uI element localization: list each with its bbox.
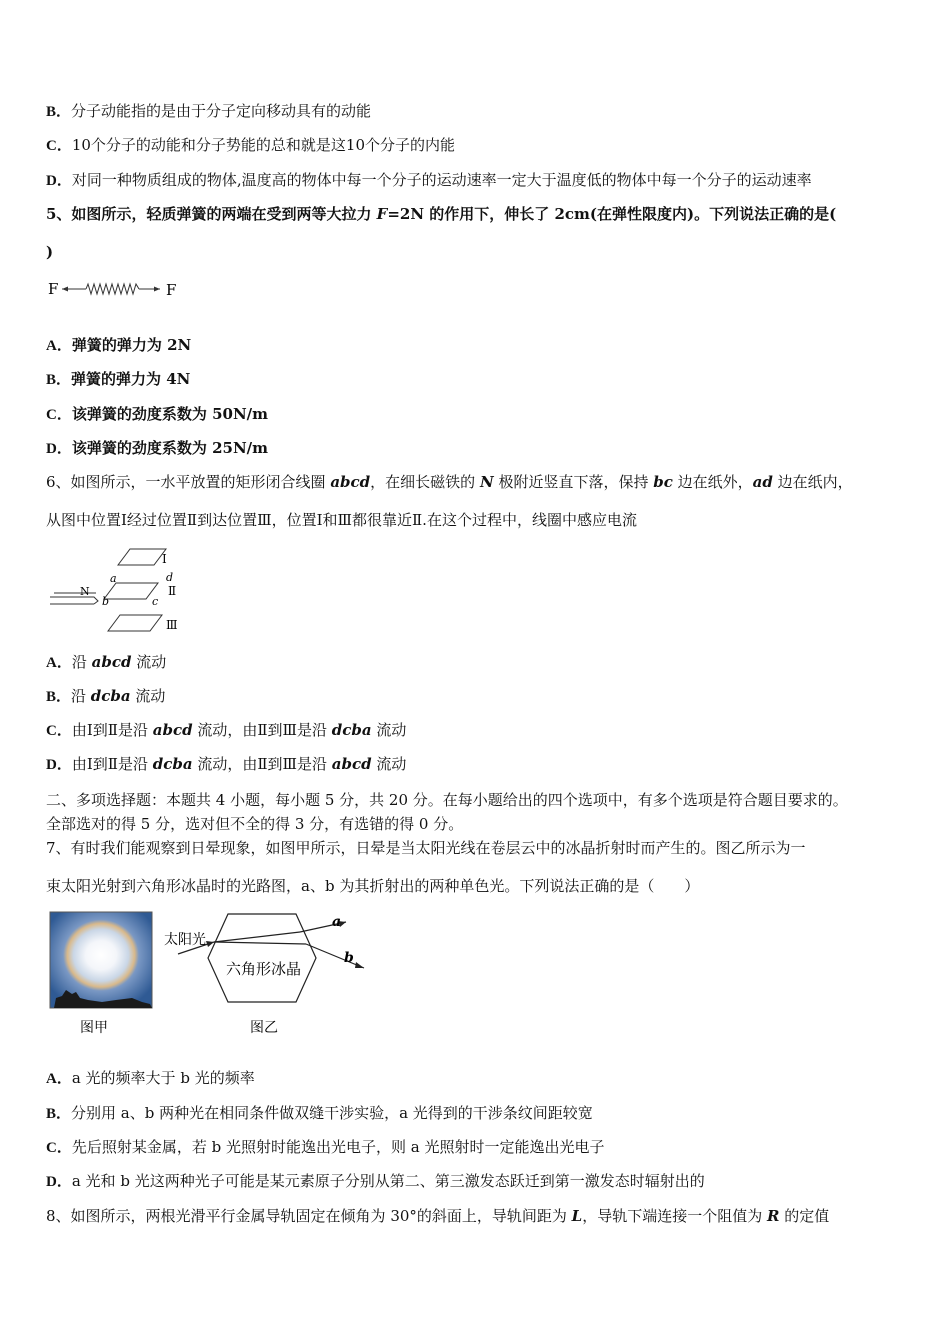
- spring-coil: [86, 284, 139, 294]
- q6-option-a: [46, 652, 166, 673]
- option-text: 先后照射某金属，若 b 光照射时能逸出光电子，则 a 光照射时一定能逸出光电子: [71, 1138, 605, 1156]
- section-2-heading-line2: 全部选对的得 5 分，选对但不全的得 3 分，有选错的得 0 分。: [46, 815, 464, 833]
- sun-halo-figure: [46, 910, 376, 1040]
- q5-option-b: [46, 369, 190, 390]
- q8-resistance-symbol: R: [767, 1207, 780, 1225]
- q6-stem-part: 边在纸外，: [672, 473, 753, 491]
- option-text: 沿: [71, 687, 91, 705]
- coil-position-1: [118, 549, 166, 565]
- corner-d-label: d: [166, 571, 174, 584]
- magnet-pole-label: N: [80, 585, 90, 598]
- option-direction: dcba: [90, 687, 131, 705]
- q6-stem-part: 边在纸内，: [772, 473, 853, 491]
- option-direction: abcd: [331, 755, 372, 773]
- q5-stem-part: 5、如图所示，轻质弹簧的两端在受到两等大拉力: [46, 205, 377, 223]
- spring-left-force-label: F: [48, 280, 59, 298]
- option-text: 对同一种物质组成的物体,温度高的物体中每一个分子的运动速率一定大于温度低的物体中每一个分子的运动速率: [71, 171, 812, 189]
- option-label: C．: [46, 138, 72, 154]
- q8-stem-part: ，导轨下端连接一个阻值为: [582, 1207, 767, 1225]
- option-direction: dcba: [152, 755, 193, 773]
- option-label: B．: [46, 104, 72, 120]
- q6-stem-part: ，在细长磁铁的: [370, 473, 480, 491]
- coil-position-2: [104, 583, 158, 599]
- q6-stem-line2: 从图中位置Ⅰ经过位置Ⅱ到达位置Ⅲ，位置Ⅰ和Ⅲ都很靠近Ⅱ.在这个过程中，线圈中感应电流: [46, 511, 637, 529]
- option-direction: abcd: [152, 721, 193, 739]
- q7-option-a: [46, 1068, 255, 1089]
- option-text: 弹簧的弹力为 2N: [71, 336, 192, 354]
- internal-ray-a: [214, 932, 300, 942]
- option-label: D．: [46, 1174, 72, 1190]
- q7-stem-line2: 束太阳光射到六角形冰晶时的光路图，a、b 为其折射出的两种单色光。下列说法正确的是（ ）: [46, 877, 700, 895]
- option-label: C．: [46, 1140, 72, 1156]
- option-text: 流动: [131, 653, 167, 671]
- q5-stem-line2: ): [46, 243, 54, 261]
- q5-option-a: [46, 335, 191, 356]
- q6-pole: N: [479, 473, 494, 491]
- option-text: 由Ⅰ到Ⅱ是沿: [71, 721, 153, 739]
- magnet-body: [50, 597, 98, 604]
- option-text: 10个分子的动能和分子势能的总和就是这10个分子的内能: [71, 136, 456, 154]
- q5-force-symbol: F: [376, 205, 388, 223]
- q4-option-c: [46, 135, 455, 156]
- q4-option-b: [46, 101, 371, 122]
- q6-stem-part: 6、如图所示，一水平放置的矩形闭合线圈: [46, 473, 331, 491]
- option-label: B．: [46, 689, 72, 705]
- option-label: B．: [46, 1106, 72, 1122]
- position-1-label: Ⅰ: [162, 552, 167, 566]
- corner-c-label: c: [152, 595, 159, 608]
- option-text: 沿: [71, 653, 92, 671]
- figure-b-caption: 图乙: [250, 1020, 278, 1036]
- ray-b-arrowhead: [355, 962, 364, 968]
- q6-option-b: [46, 686, 165, 707]
- option-text: 流动: [371, 755, 407, 773]
- option-label: A．: [46, 655, 72, 671]
- q6-option-d: [46, 754, 406, 775]
- option-label: C．: [46, 723, 72, 739]
- q6-stem-part: 极附近竖直下落，保持: [493, 473, 654, 491]
- q7-stem-line1: 7、有时我们能观察到日晕现象，如图甲所示，日晕是当太阳光线在卷层云中的冰晶折射时而产生的。图乙所示为一: [46, 839, 806, 857]
- q5-stem-part: =2N 的作用下，伸长了 2cm(在弹性限度内)。下列说法正确的是(: [387, 205, 837, 223]
- ray-a-label: a: [332, 914, 342, 930]
- spring-right-force-label: F: [166, 281, 177, 299]
- crystal-label: 六角形冰晶: [226, 960, 302, 978]
- option-direction: abcd: [91, 653, 132, 671]
- corner-a-label: a: [110, 572, 117, 585]
- option-text: a 光的频率大于 b 光的频率: [71, 1069, 255, 1087]
- option-label: A．: [46, 1071, 72, 1087]
- left-arrow-head: [62, 287, 68, 292]
- option-text: a 光和 b 光这两种光子可能是某元素原子分别从第二、第三激发态跃迁到第一激发态时辐射出的: [71, 1172, 705, 1190]
- q7-option-d: [46, 1171, 705, 1192]
- option-label: C．: [46, 407, 72, 423]
- magnet-coil-figure: [46, 545, 186, 635]
- q5-stem-line1: [46, 204, 836, 224]
- q8-stem-part: 的定值: [779, 1207, 830, 1225]
- q5-option-d: [46, 438, 268, 459]
- ray-b-label: b: [344, 950, 354, 966]
- q8-spacing-symbol: L: [571, 1207, 583, 1225]
- q8-stem-part: 8、如图所示，两根光滑平行金属导轨固定在倾角为 30°的斜面上，导轨间距为: [46, 1207, 572, 1225]
- sunlight-label: 太阳光: [164, 932, 206, 948]
- option-text: 流动: [371, 721, 407, 739]
- option-text: 流动，由Ⅱ到Ⅲ是沿: [192, 721, 332, 739]
- option-label: A．: [46, 338, 72, 354]
- option-text: 流动: [130, 687, 166, 705]
- figure-a-caption: 图甲: [80, 1020, 108, 1036]
- option-label: D．: [46, 441, 72, 457]
- spring-figure: [46, 278, 186, 302]
- q8-stem-line1: [46, 1206, 829, 1226]
- option-text: 弹簧的弹力为 4N: [71, 370, 191, 388]
- right-arrow-head: [154, 287, 160, 292]
- option-text: 由Ⅰ到Ⅱ是沿: [71, 755, 153, 773]
- coil-position-3: [108, 615, 162, 631]
- option-text: 流动，由Ⅱ到Ⅲ是沿: [192, 755, 332, 773]
- option-text: 该弹簧的劲度系数为 50N/m: [71, 405, 269, 423]
- q6-edge-bc: bc: [653, 473, 673, 491]
- q5-option-c: [46, 404, 268, 425]
- option-text: 分子动能指的是由于分子定向移动具有的动能: [71, 102, 372, 120]
- q7-option-b: [46, 1103, 593, 1124]
- option-label: D．: [46, 757, 72, 773]
- option-label: D．: [46, 173, 72, 189]
- corner-b-label: b: [102, 595, 110, 608]
- internal-ray-b: [214, 942, 306, 944]
- q6-coil-name: abcd: [330, 473, 371, 491]
- hexagonal-crystal: [208, 914, 316, 1002]
- q4-option-d: [46, 170, 812, 191]
- option-label: B．: [46, 372, 72, 388]
- q6-option-c: [46, 720, 406, 741]
- position-3-label: Ⅲ: [166, 618, 178, 632]
- option-text: 分别用 a、b 两种光在相同条件做双缝干涉实验，a 光得到的干涉条纹间距较宽: [71, 1104, 593, 1122]
- section-2-heading-line1: 二、多项选择题：本题共 4 小题，每小题 5 分，共 20 分。在每小题给出的四个选项中，有多个选项是符合题目要求的。: [46, 791, 848, 809]
- option-text: 该弹簧的劲度系数为 25N/m: [71, 439, 269, 457]
- option-direction: dcba: [331, 721, 372, 739]
- position-2-label: Ⅱ: [168, 584, 177, 598]
- q6-stem-line1: [46, 472, 853, 492]
- q7-option-c: [46, 1137, 604, 1158]
- q6-edge-ad: ad: [752, 473, 773, 491]
